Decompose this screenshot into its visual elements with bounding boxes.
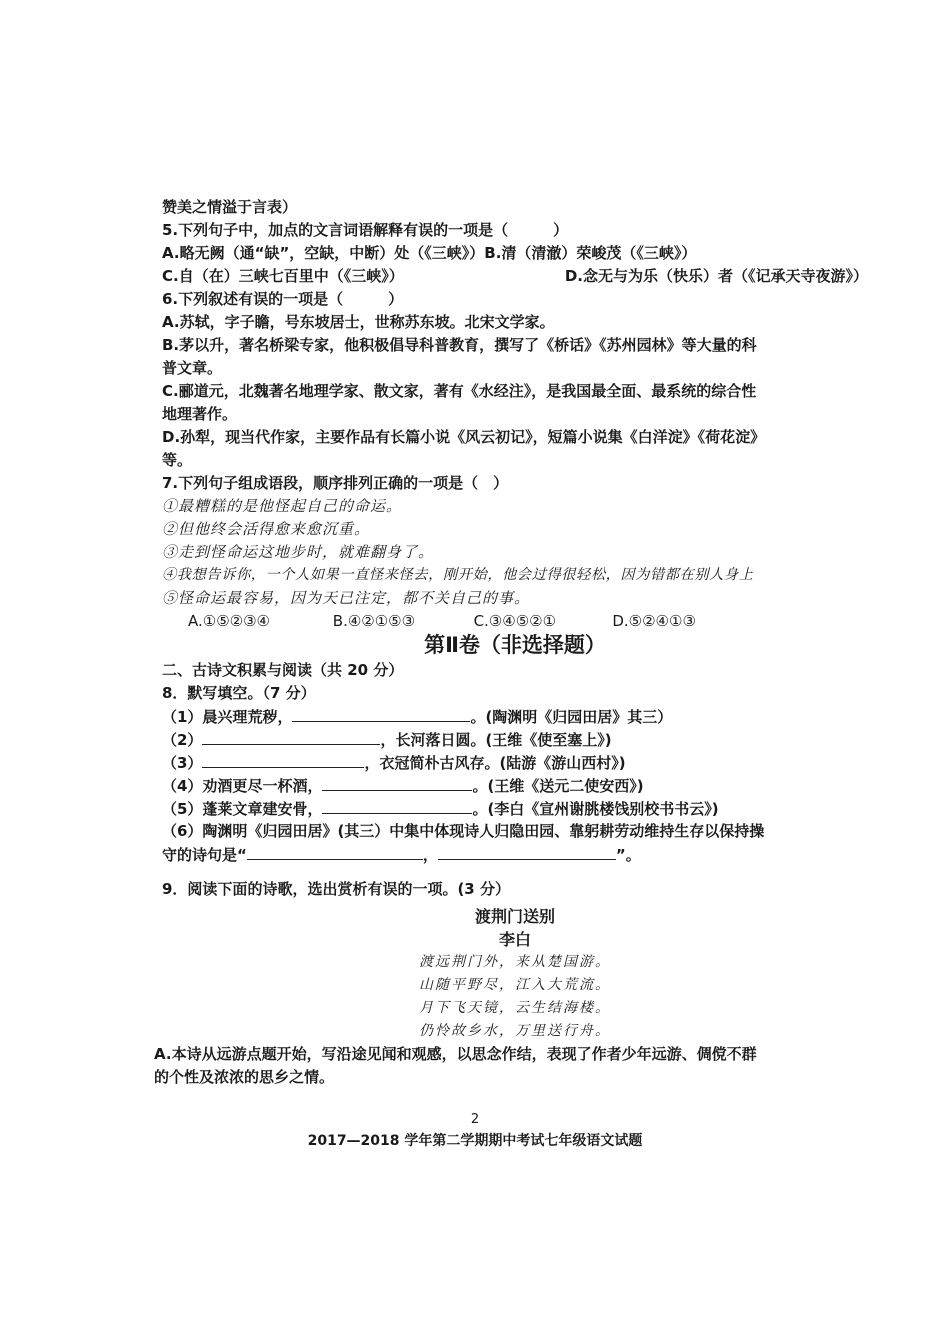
q8-5-suffix: 。(李白《宣州谢朓楼饯别校书书云》): [472, 800, 719, 818]
question-6: 6.下列叙述有误的一项是（ ）: [162, 290, 404, 308]
q8-item-5: [162, 797, 868, 820]
answer-blank[interactable]: [322, 774, 472, 791]
q8-2-prefix: （2）: [162, 731, 203, 749]
q8-1-prefix: （1）晨兴理荒秽，: [162, 708, 293, 726]
poem-author: 李白: [498, 930, 531, 949]
q7-sentence-1: ①最糟糕的是他怪起自己的命运。: [162, 497, 403, 515]
q8-1-suffix: 。(陶渊明《归园田居》其三）: [470, 708, 673, 726]
q7-sentence-5: ⑤怪命运最容易，因为天已注定，都不关自己的事。: [162, 589, 531, 607]
question-8: 8．默写填空。（7 分）: [162, 684, 316, 702]
q7-option-b: B.④②①⑤③: [332, 612, 416, 630]
q9-option-a: A.本诗从远游点题开始，写沿途见闻和观感，以思念作结，表现了作者少年远游、倜傥不群: [154, 1045, 757, 1063]
q6-option-d: D.孙犁，现当代作家，主要作品有长篇小说《风云初记》，短篇小说集《白洋淀》《荷花淀》: [162, 428, 766, 446]
q7-option-d: D.⑤②④①③: [612, 612, 696, 630]
q5-options-ab: A.略无阙（通“缺”，空缺，中断）处（《三峡》）B.清（清澈）荣峻茂（《三峡》）: [162, 244, 697, 262]
answer-blank[interactable]: [202, 751, 364, 768]
q8-3-suffix: ，衣冠简朴古风存。(陆游《游山西村》): [364, 754, 626, 772]
poem-line: 山随平野尽，江入大荒流。: [419, 977, 611, 993]
q7-options: [162, 610, 868, 633]
answer-blank[interactable]: [247, 843, 423, 860]
q8-6-comma: ，: [422, 846, 438, 864]
q5-option-d: D.念无与为乐（快乐）者（《记承天寺夜游》）: [564, 267, 868, 285]
q8-2-suffix: ，长河落日圆。(王维《使至塞上》): [380, 731, 612, 749]
q7-option-a: A.①⑤②③④: [188, 612, 271, 630]
q6-option-d-cont: 等。: [162, 451, 193, 469]
q6-option-b: B.茅以升，著名桥梁专家，他积极倡导科普教育，撰写了《桥话》《苏州园林》等大量的科: [162, 336, 757, 354]
question-5: 5.下列句子中，加点的文言词语解释有误的一项是（ ）: [162, 221, 569, 239]
q8-item-2: [162, 728, 868, 751]
q6-option-c: C.郦道元，北魏著名地理学家、散文家，著有《水经注》，是我国最全面、最系统的综合性: [162, 382, 757, 400]
q8-item-1: [162, 705, 868, 728]
q6-option-c-cont: 地理著作。: [162, 405, 238, 423]
poem-title: 渡荆门送别: [474, 907, 555, 926]
q8-item-4: [162, 774, 868, 797]
q7-sentence-4: ④我想告诉你，一个人如果一直怪来怪去，刚开始，他会过得很轻松，因为错都在别人身上: [162, 567, 754, 583]
q8-3-prefix: （3）: [162, 754, 203, 772]
q8-5-prefix: （5）蓬莱文章建安骨，: [162, 800, 323, 818]
page-number: 2: [470, 1112, 480, 1127]
q8-6-prefix: 守的诗句是“: [162, 846, 247, 864]
q9-option-a-cont: 的个性及浓浓的思乡之情。: [154, 1068, 335, 1086]
answer-blank[interactable]: [438, 843, 616, 860]
q7-sentence-3: ③走到怪命运这地步时，就难翻身了。: [162, 543, 435, 561]
answer-blank[interactable]: [322, 797, 472, 814]
question-9: 9．阅读下面的诗歌，选出赏析有误的一项。(3 分）: [162, 880, 510, 898]
question-7: 7.下列句子组成语段，顺序排列正确的一项是（ ）: [162, 474, 509, 492]
q6-option-a: A.苏轼，字子瞻，号东坡居士，世称苏东坡。北宋文学家。: [162, 313, 555, 331]
q5-options-cd: [162, 265, 868, 288]
poem-line: 月下飞天镜，云生结海楼。: [419, 1000, 611, 1016]
text-line: 赞美之情溢于言表）: [162, 198, 298, 216]
section-title: 第Ⅱ卷（非选择题）: [424, 633, 606, 657]
q7-option-c: C.③④⑤②①: [473, 612, 557, 630]
q6-option-b-cont: 普文章。: [162, 359, 223, 377]
q8-item-6-cont: [162, 843, 868, 866]
poem-line: 渡远荆门外，来从楚国游。: [419, 954, 611, 970]
q8-item-3: [162, 751, 868, 774]
answer-blank[interactable]: [292, 705, 470, 722]
q8-6-suffix: ”。: [615, 846, 641, 864]
q8-4-prefix: （4）劝酒更尽一杯酒，: [162, 777, 323, 795]
part-heading: 二、古诗文积累与阅读（共 20 分）: [162, 661, 404, 679]
q7-sentence-2: ②但他终会活得愈来愈沉重。: [162, 520, 371, 538]
q8-item-6: （6）陶渊明《归园田居》(其三）中集中体现诗人归隐田园、靠躬耕劳动维持生存以保持操: [162, 822, 765, 840]
answer-blank[interactable]: [202, 728, 380, 745]
q5-option-c: C.自（在）三峡七百里中（《三峡》）: [162, 267, 404, 285]
poem-line: 仍怜故乡水，万里送行舟。: [419, 1023, 611, 1039]
q8-4-suffix: 。(王维《送元二使安西》): [472, 777, 644, 795]
exam-page: [154, 196, 868, 1089]
exam-footer-title: 2017—2018 学年第二学期期中考试七年级语文试题: [307, 1133, 643, 1149]
